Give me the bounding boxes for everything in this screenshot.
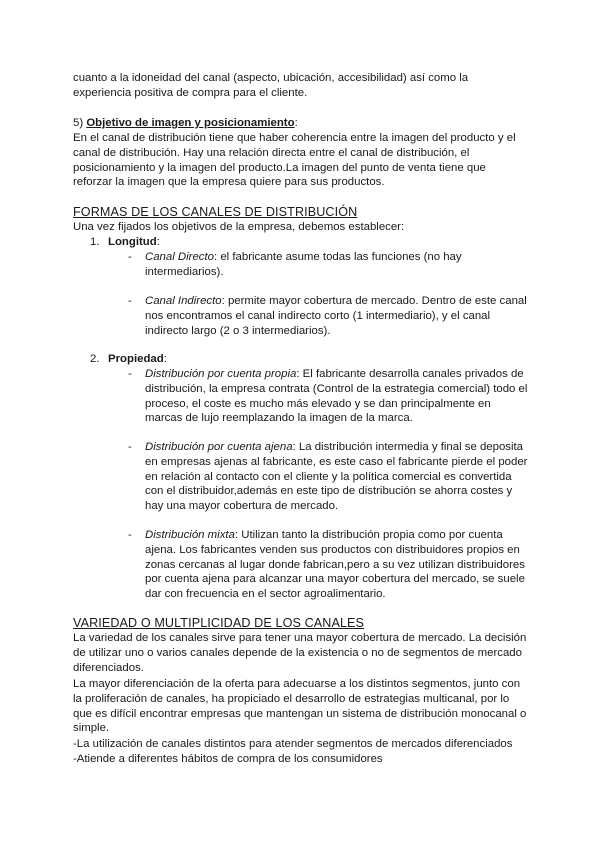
subitem-cuenta-ajena: - Distribución por cuenta ajena: La distribución intermedia y final se deposita en empresas ajenas al fabricante, es este caso el fabricante pierde el poder en relación al contacto con el cliente y la política comercial es convertida con el distribuidor,además en este tipo de distribución se ahorra costes y hay una mayor cobertura de mercado. [128, 441, 528, 513]
variedad-para2: La mayor diferenciación de la oferta para adecuarse a los distintos segmentos, junto con la proliferación de canales, ha propiciado el desarrollo de estrategias multicanal, por lo que es difícil encontrar empresas que mantengan un sistema de distribución monocanal o simple. [73, 678, 527, 735]
list-item-propiedad: 2. Propiedad: [90, 353, 167, 365]
section5-title: Objetivo de imagen y posicionamiento [86, 117, 295, 129]
variedad-bullet-2: -Atiende a diferentes hábitos de compra de los consumidores [73, 753, 383, 765]
subitem-canal-directo: - Canal Directo: el fabricante asume todas las funciones (no hay intermediarios). [128, 251, 462, 278]
variedad-heading: VARIEDAD O MULTIPLICIDAD DE LOS CANALES [73, 616, 365, 630]
section5-body: En el canal de distribución tiene que haber coherencia entre la imagen del producto y el canal de distribución. Hay una relación directa entre el canal de distribución, el posicionamiento y la imagen del producto.La imagen del punto de venta tiene que reforzar la imagen que la empresa quiere para sus productos. [73, 132, 516, 189]
intro-continuation: cuanto a la idoneidad del canal (aspecto, ubicación, accesibilidad) así como la experiencia positiva de compra para el cliente. [73, 72, 469, 99]
section5-title-line: 5) Objetivo de imagen y posicionamiento: [73, 117, 298, 129]
variedad-bullet-1: -La utilización de canales distintos para atender segmentos de mercados diferenciados [73, 738, 513, 750]
variedad-para1: La variedad de los canales sirve para tener una mayor cobertura de mercado. La decisión de utilizar uno o varios canales depende de la existencia o no de segmentos de mercado diferenciados. [73, 632, 527, 674]
formas-heading: FORMAS DE LOS CANALES DE DISTRIBUCIÓN [73, 205, 358, 219]
formas-intro: Una vez fijados los objetivos de la empresa, debemos establecer: [73, 221, 405, 233]
list-item-longitud: 1. Longitud: [90, 236, 160, 248]
subitem-canal-indirecto: - Canal Indirecto: permite mayor cobertura de mercado. Dentro de este canal nos encontramos el canal indirecto corto (1 intermediario), y el canal indirecto largo (2 o 3 intermediarios). [128, 295, 527, 337]
section5-number: 5) [73, 117, 84, 129]
subitem-mixta: - Distribución mixta: Utilizan tanto la distribución propia como por cuenta ajena. Los fabricantes venden sus productos con distribuidores propios en zonas cercanas al lugar donde fabrican,pero a su vez utilizan distribuidores por cuenta ajena para alcanzar una mayor cobertura del mercado, se suele dar con frecuencia en el sector agroalimentario. [128, 529, 525, 601]
subitem-cuenta-propia: - Distribución por cuenta propia: El fabricante desarrolla canales privados de distribución, la empresa contrata (Control de la estrategia comercial) todo el proceso, el coste es mucho más elevado y se dan principalmente en marcas de lujo reemplazando la imagen de la marca. [128, 368, 528, 425]
